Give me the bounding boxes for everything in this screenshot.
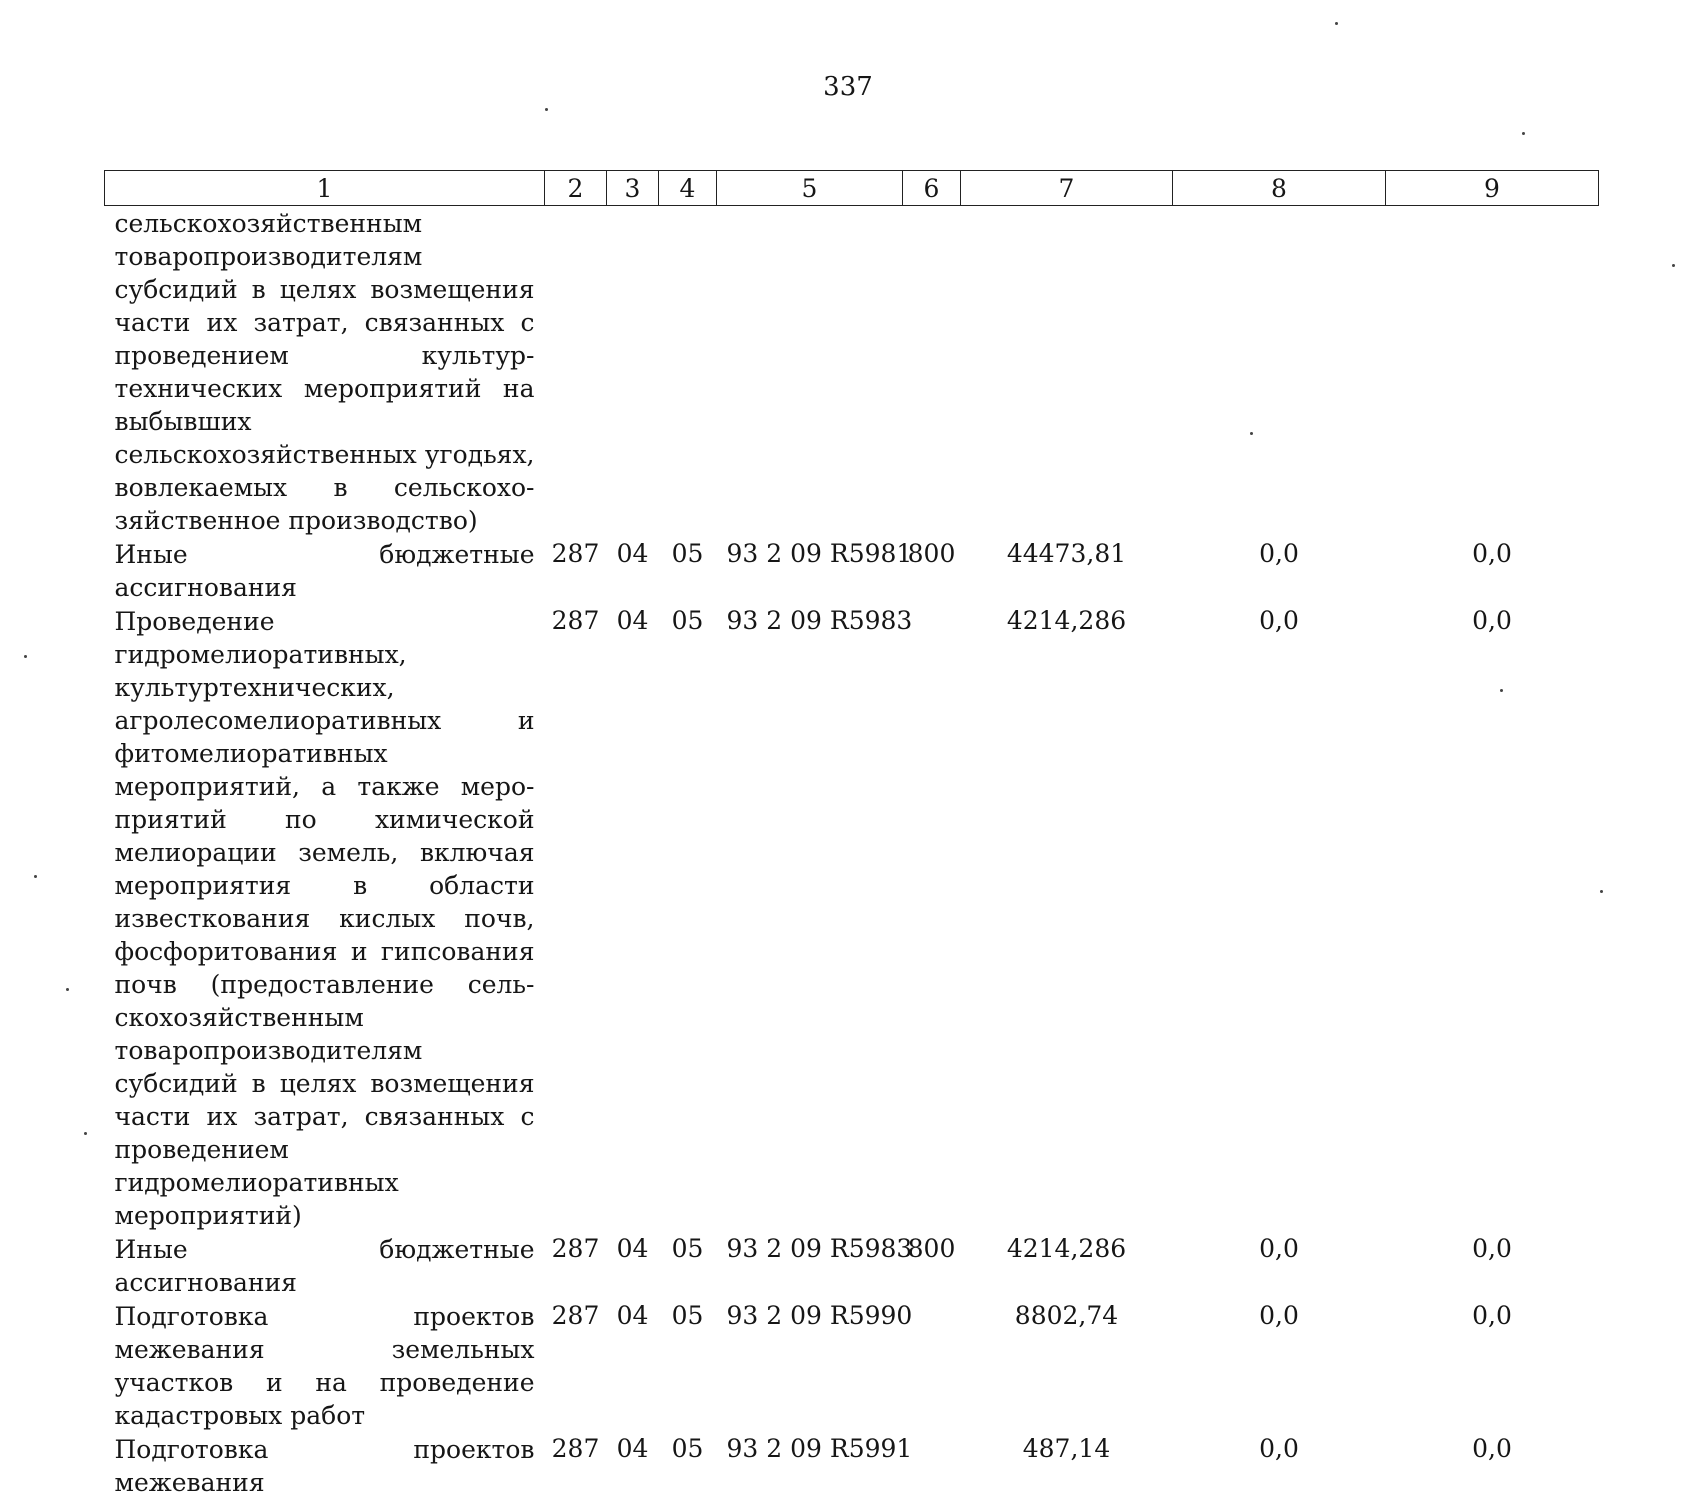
scan-speck — [84, 1132, 87, 1135]
row-name: Подготовка проектов межевания земельных участков и на проведение кадастровых работ — [114, 1302, 535, 1430]
col-8: 0,0 — [1259, 1234, 1299, 1263]
col-8 — [1173, 206, 1386, 538]
col-9: 0,0 — [1472, 1301, 1512, 1330]
col-6 — [903, 206, 961, 538]
col-5: 93 2 09 R5981 — [726, 539, 913, 568]
header-cell: 8 — [1173, 171, 1386, 206]
col-2: 287 — [551, 539, 600, 568]
col-7 — [961, 206, 1173, 538]
row-name: Подготовка проектов межевания — [114, 1435, 535, 1497]
col-5: 93 2 09 R5991 — [726, 1434, 913, 1463]
col-3 — [607, 206, 659, 538]
header-cell: 9 — [1386, 171, 1599, 206]
scan-speck — [1500, 689, 1503, 692]
header-row — [105, 171, 1599, 206]
scan-speck — [66, 988, 69, 991]
row-name: Иные бюджетные ассигнования — [114, 1235, 535, 1297]
table-row — [105, 1299, 1599, 1432]
col-8: 0,0 — [1259, 1301, 1299, 1330]
header-cell: 1 — [105, 171, 545, 206]
table-row — [105, 537, 1599, 604]
col-3: 04 — [616, 539, 649, 568]
page-number: 337 — [823, 72, 873, 102]
col-5: 93 2 09 R5983 — [726, 1234, 913, 1263]
table-row — [105, 1432, 1599, 1499]
col-9 — [1386, 206, 1599, 538]
header-cell: 3 — [607, 171, 659, 206]
col-5: 93 2 09 R5983 — [726, 606, 913, 635]
col-7: 44473,81 — [1006, 539, 1127, 568]
row-name: сельскохозяйственным товаропроизводителям субсидий в целях возмещения части их затрат, связанных с проведением культуртехнических мероприятий на выбывших сельскохозяйственных угодьях, вовлекаемых в сельскохозяйственное производство) — [114, 209, 535, 535]
col-2: 287 — [551, 1234, 600, 1263]
scan-speck — [1672, 264, 1675, 267]
col-4 — [659, 206, 717, 538]
header-cell: 5 — [717, 171, 903, 206]
scan-speck — [1600, 890, 1603, 893]
table-row — [105, 206, 1599, 538]
col-4: 05 — [671, 539, 704, 568]
col-5 — [717, 206, 903, 538]
col-9: 0,0 — [1472, 1434, 1512, 1463]
table-row — [105, 1232, 1599, 1299]
col-7: 4214,286 — [1006, 1234, 1127, 1263]
scan-speck — [545, 108, 548, 111]
col-8: 0,0 — [1259, 1434, 1299, 1463]
col-2 — [545, 206, 607, 538]
col-7: 487,14 — [1022, 1434, 1111, 1463]
col-5: 93 2 09 R5990 — [726, 1301, 913, 1330]
col-4: 05 — [671, 1301, 704, 1330]
scan-speck — [1250, 432, 1253, 435]
col-3: 04 — [616, 606, 649, 635]
col-9: 0,0 — [1472, 539, 1512, 568]
budget-table — [104, 170, 1599, 1499]
col-6: 800 — [907, 1234, 956, 1263]
scan-speck — [34, 875, 37, 878]
col-4: 05 — [671, 1434, 704, 1463]
col-7: 8802,74 — [1014, 1301, 1119, 1330]
row-name: Иные бюджетные ассигнования — [114, 540, 535, 602]
scan-speck — [24, 655, 27, 658]
col-4: 05 — [671, 606, 704, 635]
col-4: 05 — [671, 1234, 704, 1263]
col-6 — [903, 604, 961, 1232]
col-7: 4214,286 — [1006, 606, 1127, 635]
scan-speck — [1522, 132, 1525, 135]
col-3: 04 — [616, 1434, 649, 1463]
header-cell: 4 — [659, 171, 717, 206]
col-3: 04 — [616, 1234, 649, 1263]
col-9: 0,0 — [1472, 606, 1512, 635]
col-2: 287 — [551, 606, 600, 635]
col-8: 0,0 — [1259, 539, 1299, 568]
col-9: 0,0 — [1472, 1234, 1512, 1263]
header-cell: 6 — [903, 171, 961, 206]
table-row — [105, 604, 1599, 1232]
header-cell: 2 — [545, 171, 607, 206]
col-6: 800 — [907, 539, 956, 568]
col-3: 04 — [616, 1301, 649, 1330]
col-2: 287 — [551, 1301, 600, 1330]
col-2: 287 — [551, 1434, 600, 1463]
scan-speck — [1335, 22, 1338, 25]
row-name: Проведение гидромелиоративных, культуртехнических, агролесомелиоративных и фитомелиоративных мероприятий, а также мероприятий по химической мелиорации земель, включая мероприятия в области известкования кислых почв, фосфоритования и гипсования почв (предоставление сельскохозяйственным товаропроизводителям субсидий в целях возмещения части их затрат, связанных с проведением гидромелиоративных мероприятий) — [114, 607, 535, 1230]
header-cell: 7 — [961, 171, 1173, 206]
col-8: 0,0 — [1259, 606, 1299, 635]
